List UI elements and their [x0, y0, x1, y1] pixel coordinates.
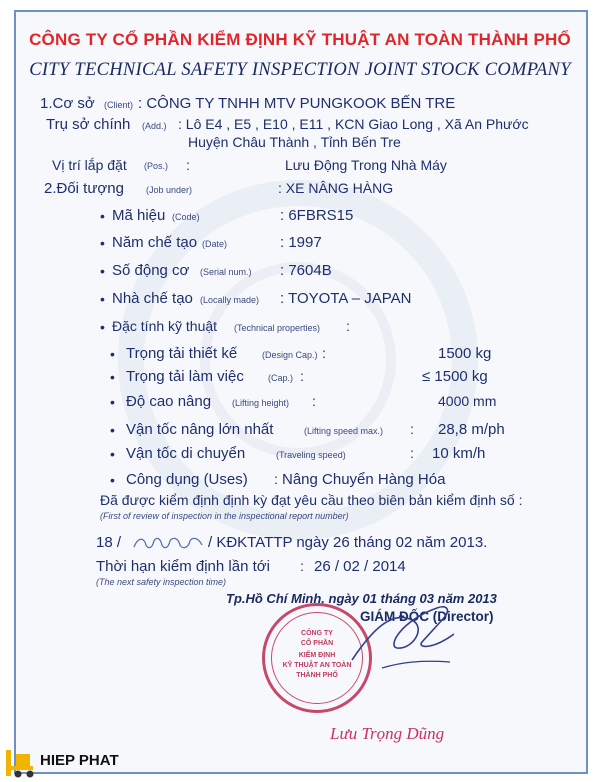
field-label: Nhà chế tạo: [112, 290, 193, 307]
stamp-line: CỔ PHẦN: [300, 640, 334, 647]
job-label-en: (Job under): [146, 185, 193, 195]
signer-name: Lưu Trọng Dũng: [330, 724, 445, 743]
logo-name: HIEP PHAT: [40, 752, 119, 769]
property-colon: :: [312, 393, 316, 409]
bullet-icon: •: [110, 422, 115, 438]
address-label: Trụ sở chính: [46, 116, 131, 133]
bullet-icon: •: [110, 472, 115, 488]
field-label-en: (Locally made): [200, 295, 260, 305]
field-label: Năm chế tạo: [112, 234, 198, 251]
position-value: Lưu Động Trong Nhà Máy: [285, 157, 447, 173]
position-label: Vị trí lắp đặt: [52, 157, 127, 173]
property-value: ≤ 1500 kg: [422, 368, 488, 385]
field-label-en: (Code): [172, 212, 200, 222]
client-label-en: (Client): [104, 100, 134, 110]
director-title: GIÁM ĐỐC (Director): [360, 609, 494, 624]
bullet-icon: •: [110, 394, 115, 410]
address-label-en: (Add.): [142, 121, 167, 131]
job-label: 2.Đối tượng: [44, 180, 124, 197]
bullet-icon: •: [110, 346, 115, 362]
field-label: Số động cơ: [112, 262, 190, 279]
bullet-icon: •: [100, 319, 105, 335]
position-colon: :: [186, 157, 190, 173]
report-text-en: (First of review of inspection in the inspectional report number): [100, 511, 349, 521]
field-value: : 7604B: [280, 262, 332, 279]
property-label: Vận tốc di chuyển: [126, 445, 246, 462]
field-value: : 1997: [280, 234, 322, 251]
property-colon: :: [274, 471, 278, 487]
property-label-en: (Lifting speed max.): [304, 426, 384, 436]
property-label-en: (Cap.): [268, 373, 294, 383]
company-title: CÔNG TY CỔ PHẦN KIỂM ĐỊNH KỸ THUẬT AN TOÀN THÀNH PHỐ: [29, 30, 571, 49]
property-value: 1500 kg: [438, 345, 492, 362]
properties-label: Đặc tính kỹ thuật: [112, 318, 218, 334]
field-value: : 6FBRS15: [280, 207, 354, 224]
company-subtitle: CITY TECHNICAL SAFETY INSPECTION JOINT STOCK COMPANY: [29, 60, 571, 80]
next-inspection-colon: :: [300, 558, 304, 574]
bullet-icon: •: [110, 369, 115, 385]
property-label-en: (Design Cap.): [262, 350, 318, 360]
property-colon: :: [300, 368, 304, 384]
client-value: : CÔNG TY TNHH MTV PUNGKOOK BẾN TRE: [138, 95, 456, 112]
bullet-icon: •: [100, 291, 105, 307]
field-label-en: (Serial num.): [200, 267, 252, 277]
property-value: Nâng Chuyển Hàng Hóa: [282, 471, 446, 488]
report-number-suffix: / KĐKTATTP ngày 26 tháng 02 năm 2013.: [208, 534, 488, 551]
property-label: Công dụng (Uses): [126, 471, 248, 488]
job-value: : XE NÂNG HÀNG: [278, 180, 394, 196]
address-line1: : Lô E4 , E5 , E10 , E11 , KCN Giao Long , Xã An Phước: [178, 116, 529, 132]
stamp-line: CÔNG TY: [301, 630, 333, 637]
property-label-en: (Lifting height): [232, 398, 290, 408]
field-label-en: (Date): [202, 239, 228, 249]
stamp-line: KIỂM ĐỊNH: [298, 652, 336, 659]
report-number-prefix: 18 /: [96, 534, 122, 551]
bullet-icon: •: [110, 446, 115, 462]
bullet-icon: •: [100, 208, 105, 224]
property-label: Độ cao nâng: [126, 393, 212, 410]
next-inspection-label-en: (The next safety inspection time): [96, 577, 227, 587]
field-label: Mã hiệu: [112, 207, 166, 224]
address-line2: Huyện Châu Thành , Tỉnh Bến Tre: [188, 134, 401, 150]
position-label-en: (Pos.): [144, 161, 169, 171]
client-label: 1.Cơ sở: [40, 95, 95, 112]
property-colon: :: [410, 421, 414, 437]
field-value: : TOYOTA – JAPAN: [280, 290, 412, 307]
bullet-icon: •: [100, 263, 105, 279]
stamp-line: THÀNH PHỐ: [296, 672, 338, 679]
property-label: Trọng tải làm việc: [126, 368, 244, 385]
property-colon: :: [410, 445, 414, 461]
property-value: 10 km/h: [432, 445, 486, 462]
property-label-en: (Traveling speed): [276, 450, 346, 460]
properties-label-en: (Technical properties): [234, 323, 321, 333]
bullet-icon: •: [100, 235, 105, 251]
place-date: Tp.Hồ Chí Minh, ngày 01 tháng 03 năm 2013: [226, 591, 497, 606]
handwritten-number: [130, 533, 210, 553]
director-signature: [342, 590, 462, 680]
property-label: Vận tốc nâng lớn nhất: [126, 421, 274, 438]
property-value: 28,8 m/ph: [438, 421, 505, 438]
next-inspection-value: 26 / 02 / 2014: [314, 558, 406, 575]
properties-colon: :: [346, 318, 350, 334]
property-label: Trọng tải thiết kế: [126, 345, 238, 362]
report-text: Đã được kiểm định định kỳ đạt yêu cầu theo biên bản kiểm định số :: [100, 492, 523, 508]
stamp-line: KỸ THUẬT AN TOÀN: [282, 662, 352, 669]
property-colon: :: [322, 345, 326, 361]
next-inspection-label: Thời hạn kiểm định lần tới: [96, 558, 270, 575]
property-value: 4000 mm: [438, 393, 497, 409]
